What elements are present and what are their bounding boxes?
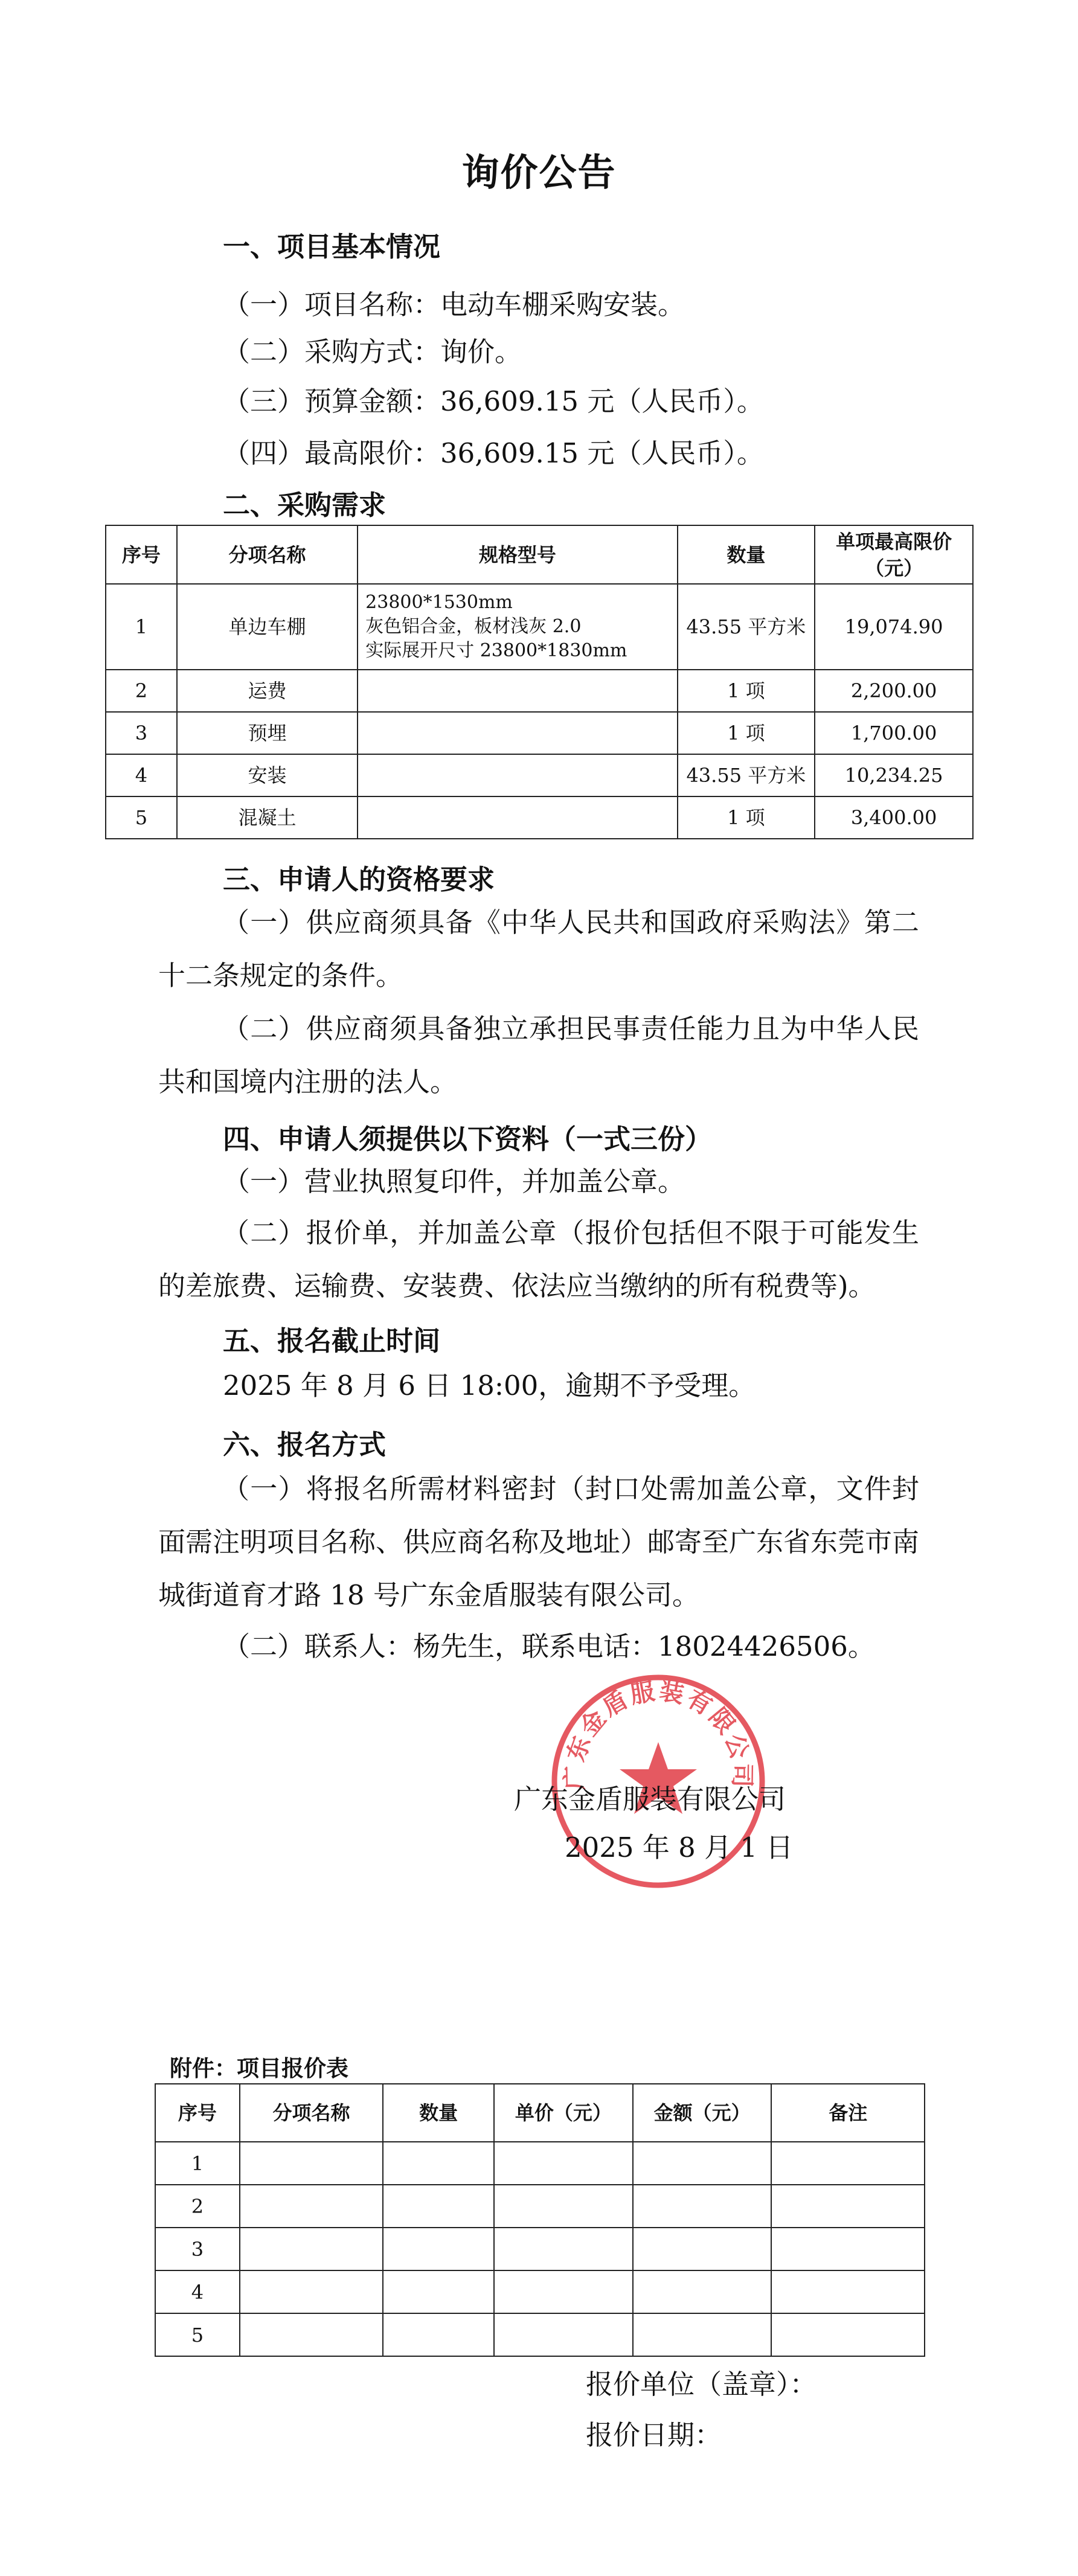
row-price: 1,700.00 xyxy=(815,712,973,754)
page-title: 询价公告 xyxy=(461,150,617,194)
table-row xyxy=(106,584,973,670)
quote-cell xyxy=(633,2270,772,2313)
quote-cell xyxy=(494,2270,633,2313)
spec-line: 23800*1530mm xyxy=(365,592,513,613)
quote-cell xyxy=(494,2228,633,2270)
header-no: 序号 xyxy=(106,525,177,584)
row-item-name: 单边车棚 xyxy=(177,584,358,670)
quote-cell xyxy=(240,2270,383,2313)
table-row xyxy=(106,796,973,839)
row-price: 10,234.25 xyxy=(815,754,973,796)
quote-row xyxy=(155,2185,925,2228)
quote-row xyxy=(155,2228,925,2270)
quote-cell xyxy=(383,2142,494,2185)
section-1-heading: 一、项目基本情况 xyxy=(223,231,441,263)
quote-cell xyxy=(494,2142,633,2185)
budget-line: （三）预算金额：36,609.15 元（人民币）。 xyxy=(223,385,764,417)
quote-header-unit-price: 单价（元） xyxy=(494,2084,633,2142)
quote-unit-label: 报价单位（盖章）： xyxy=(586,2368,817,2400)
row-quantity: 43.55 平方米 xyxy=(678,584,815,670)
materials-paragraph-2: （二）报价单，并加盖公章（报价包括但不限于可能发生的差旅费、运输费、安装费、依法应当缴纳的所有税费等)。 xyxy=(158,1217,919,1302)
quote-cell xyxy=(383,2185,494,2228)
quote-cell xyxy=(771,2270,925,2313)
quote-header-remarks: 备注 xyxy=(771,2084,925,2142)
requirements-table xyxy=(105,525,974,839)
quote-cell xyxy=(383,2313,494,2356)
quote-date-label: 报价日期： xyxy=(586,2419,722,2451)
quote-cell xyxy=(240,2228,383,2270)
quote-cell xyxy=(383,2228,494,2270)
quote-header-quantity: 数量 xyxy=(383,2084,494,2142)
row-item-name: 安装 xyxy=(177,754,358,796)
row-item-name: 预埋 xyxy=(177,712,358,754)
table-row xyxy=(106,670,973,712)
procurement-method-line: （二）采购方式：询价。 xyxy=(223,336,522,368)
row-no: 4 xyxy=(106,754,177,796)
row-no: 3 xyxy=(106,712,177,754)
materials-paragraph-1: （一）营业执照复印件，并加盖公章。 xyxy=(223,1165,685,1197)
quote-row-no: 5 xyxy=(155,2313,240,2356)
quote-header-amount: 金额（元） xyxy=(633,2084,772,2142)
row-spec xyxy=(358,754,677,796)
row-spec xyxy=(358,584,677,670)
quote-row xyxy=(155,2142,925,2185)
quote-cell xyxy=(494,2185,633,2228)
section-6-heading: 六、报名方式 xyxy=(223,1429,387,1461)
deadline-line: 2025 年 8 月 6 日 18:00，逾期不予受理。 xyxy=(223,1370,756,1402)
quote-cell xyxy=(240,2313,383,2356)
signature-date: 2025 年 8 月 1 日 xyxy=(565,1831,794,1863)
quote-cell xyxy=(633,2185,772,2228)
header-max-price: 单项最高限价（元） xyxy=(815,525,973,584)
section-4-heading: 四、申请人须提供以下资料（一式三份） xyxy=(223,1123,713,1155)
quote-cell xyxy=(383,2270,494,2313)
contact-line: （二）联系人：杨先生，联系电话：18024426506。 xyxy=(223,1630,875,1662)
header-spec: 规格型号 xyxy=(358,525,677,584)
row-quantity: 1 项 xyxy=(678,670,815,712)
row-price: 3,400.00 xyxy=(815,796,973,839)
quote-cell xyxy=(240,2185,383,2228)
quote-row-no: 4 xyxy=(155,2270,240,2313)
quote-cell xyxy=(771,2228,925,2270)
quote-cell xyxy=(633,2313,772,2356)
table-row xyxy=(106,712,973,754)
quote-cell xyxy=(240,2142,383,2185)
row-price: 19,074.90 xyxy=(815,584,973,670)
registration-paragraph-1: （一）将报名所需材料密封（封口处需加盖公章，文件封面需注明项目名称、供应商名称及地址）邮寄至广东省东莞市南城街道育才路 18 号广东金盾服装有限公司。 xyxy=(158,1473,920,1611)
quote-header-item-name: 分项名称 xyxy=(240,2084,383,2142)
section-3-heading: 三、申请人的资格要求 xyxy=(223,863,495,896)
quote-cell xyxy=(771,2313,925,2356)
quote-cell xyxy=(494,2313,633,2356)
quote-cell xyxy=(633,2142,772,2185)
quote-cell xyxy=(771,2142,925,2185)
row-quantity: 1 项 xyxy=(678,796,815,839)
section-2-heading: 二、采购需求 xyxy=(223,489,387,521)
quote-row-no: 1 xyxy=(155,2142,240,2185)
quote-cell xyxy=(771,2185,925,2228)
row-item-name: 混凝土 xyxy=(177,796,358,839)
header-item-name: 分项名称 xyxy=(177,525,358,584)
signature-company: 广东金盾服装有限公司 xyxy=(514,1783,786,1815)
max-price-line: （四）最高限价：36,609.15 元（人民币）。 xyxy=(223,437,764,469)
quote-row xyxy=(155,2313,925,2356)
qualification-paragraph-1: （一）供应商须具备《中华人民共和国政府采购法》第二十二条规定的条件。 xyxy=(158,906,919,992)
row-spec xyxy=(358,670,677,712)
row-quantity: 1 项 xyxy=(678,712,815,754)
quote-header-no: 序号 xyxy=(155,2084,240,2142)
quote-row xyxy=(155,2270,925,2313)
row-no: 2 xyxy=(106,670,177,712)
requirements-header-row xyxy=(106,525,973,584)
row-item-name: 运费 xyxy=(177,670,358,712)
seal-text: 广东金盾服装有限公司 xyxy=(560,1676,757,1790)
qualification-paragraph-2: （二）供应商须具备独立承担民事责任能力且为中华人民共和国境内注册的法人。 xyxy=(158,1013,919,1098)
quote-row-no: 3 xyxy=(155,2228,240,2270)
row-price: 2,200.00 xyxy=(815,670,973,712)
quote-cell xyxy=(633,2228,772,2270)
attachment-label: 附件：项目报价表 xyxy=(170,2055,348,2081)
quote-header-row xyxy=(155,2084,925,2142)
project-name-line: （一）项目名称：电动车棚采购安装。 xyxy=(223,289,685,321)
header-quantity: 数量 xyxy=(678,525,815,584)
row-no: 5 xyxy=(106,796,177,839)
quote-row-no: 2 xyxy=(155,2185,240,2228)
row-no: 1 xyxy=(106,584,177,670)
section-5-heading: 五、报名截止时间 xyxy=(223,1325,441,1357)
spec-line: 实际展开尺寸 23800*1830mm xyxy=(365,640,627,661)
row-spec xyxy=(358,796,677,839)
row-spec xyxy=(358,712,677,754)
table-row xyxy=(106,754,973,796)
spec-line: 灰色铝合金，板材浅灰 2.0 xyxy=(365,616,582,637)
quote-table xyxy=(155,2083,925,2357)
row-quantity: 43.55 平方米 xyxy=(678,754,815,796)
